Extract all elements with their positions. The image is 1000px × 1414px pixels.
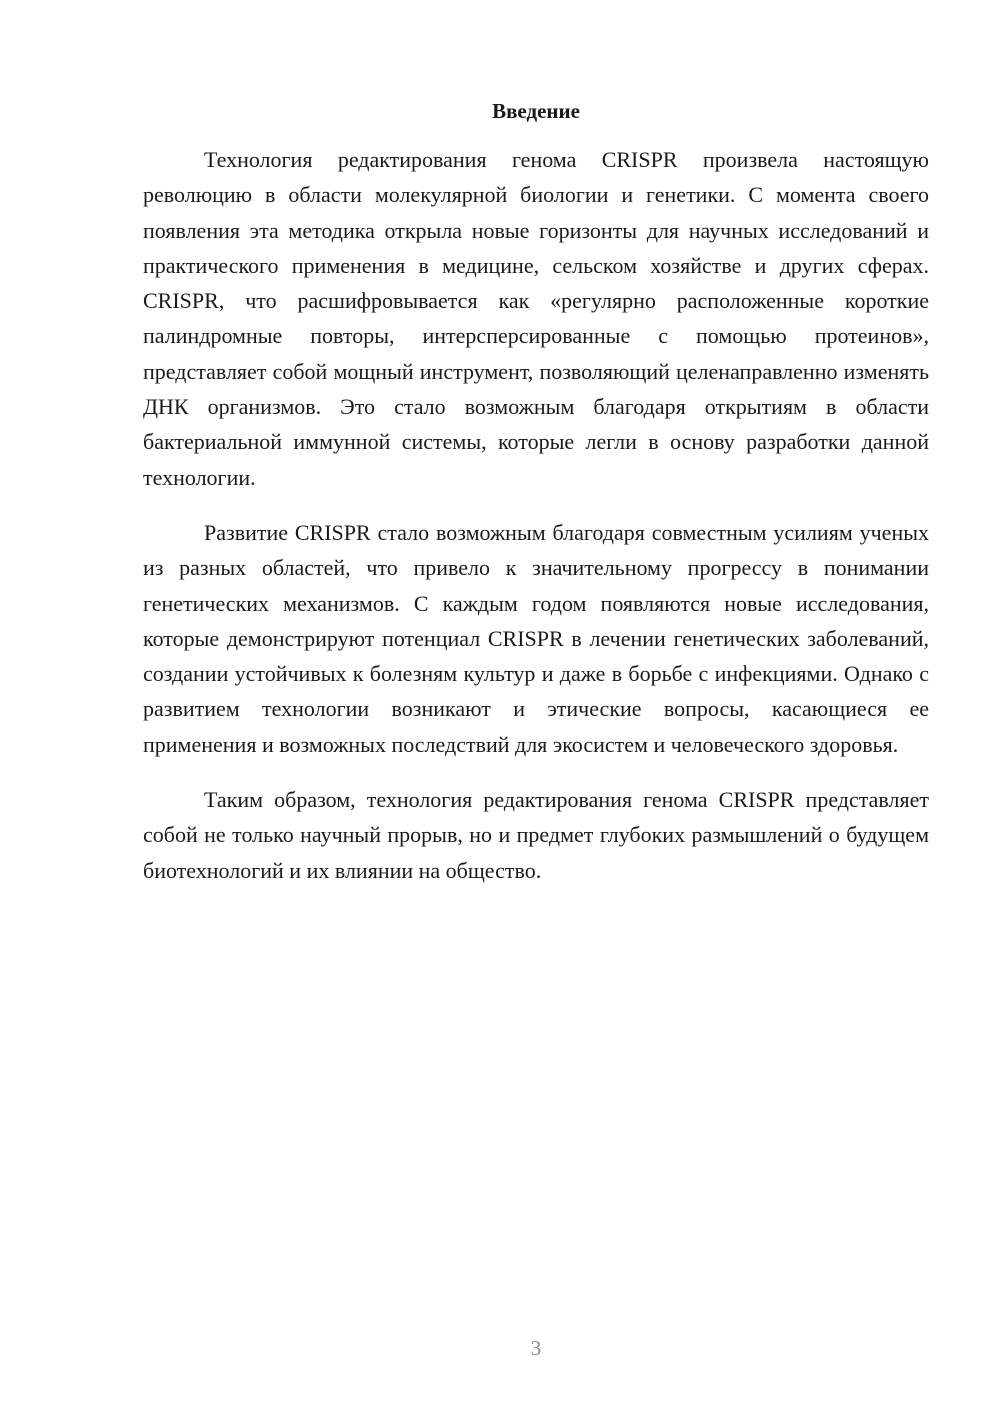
paragraph-3: Таким образом, технология редактирования генома CRISPR представляет собой не только научный прорыв, но и предмет глубоких размышлений о будущем биотехнологий и их влиянии на общество. [143,787,929,883]
paragraph-2: Развитие CRISPR стало возможным благодаря совместным усилиям ученых из разных областей, что привело к значительному прогрессу в понимании генетических механизмов. С каждым годом появляются новые исследования, которые демонстрируют потенциал CRISPR в лечении генетических заболеваний, создании устойчивых к болезням культур и даже в борьбе с инфекциями. Однако с развитием технологии возникают и этические вопросы, касающиеся ее применения и возможных последствий для экосистем и человеческого здоровья. [143,519,929,757]
paragraph-1: Технология редактирования генома CRISPR произвела настоящую революцию в области молекулярной биологии и генетики. С момента своего появления эта методика открыла новые горизонты для научных исследований и практического применения в медицине, сельском хозяйстве и других сферах. CRISPR, что расшифровывается как «регулярно расположенные короткие палиндромные повторы, интерсперсированные с помощью протеинов», представляет собой мощный инструмент, позволяющий целенаправленно изменять ДНК организмов. Это стало возможным благодаря открытиям в области бактериальной иммунной системы, которые легли в основу разработки данной технологии. [143,147,929,490]
body-text [143,142,929,908]
page-number: 3 [530,1336,542,1360]
page-heading: Введение [492,99,580,123]
